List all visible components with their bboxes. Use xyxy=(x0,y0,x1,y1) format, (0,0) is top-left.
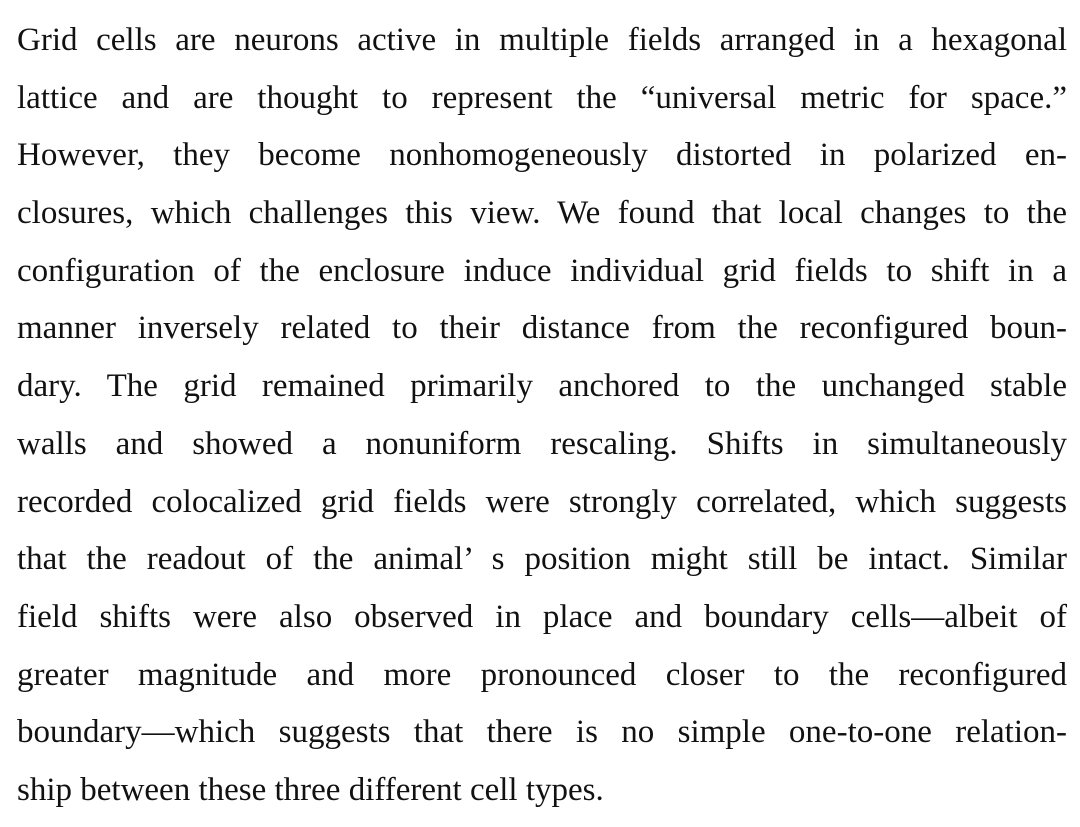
abstract-line-14: ship between these three different cell types. xyxy=(17,771,604,808)
abstract-line-1: Grid cells are neurons active in multiple fields arranged in a hexagonal xyxy=(17,22,1067,58)
abstract-line-5: configuration of the enclosure induce individual grid fields to shift in a xyxy=(17,252,1067,289)
abstract-line-13: boundary—which suggests that there is no simple one-to-one relation- xyxy=(17,714,1067,751)
abstract-line-3: However, they become nonhomogeneously distorted in polarized en- xyxy=(17,137,1067,174)
abstract-line-10: that the readout of the animal’ s position might still be intact. Similar xyxy=(17,541,1067,578)
abstract-line-12: greater magnitude and more pronounced closer to the reconfigured xyxy=(17,656,1067,693)
abstract-paragraph xyxy=(17,12,1067,820)
abstract-line-8: walls and showed a nonuniform rescaling. Shifts in simultaneously xyxy=(17,425,1067,462)
abstract-line-6: manner inversely related to their distance from the reconfigured boun- xyxy=(17,310,1067,347)
abstract-line-9: recorded colocalized grid fields were strongly correlated, which suggests xyxy=(17,483,1067,520)
abstract-line-7: dary. The grid remained primarily anchored to the unchanged stable xyxy=(17,368,1067,405)
abstract-line-11: field shifts were also observed in place and boundary cells—albeit of xyxy=(17,598,1067,635)
abstract-line-2: lattice and are thought to represent the “universal metric for space.” xyxy=(17,79,1067,116)
abstract-line-4: closures, which challenges this view. We found that local changes to the xyxy=(17,195,1067,232)
